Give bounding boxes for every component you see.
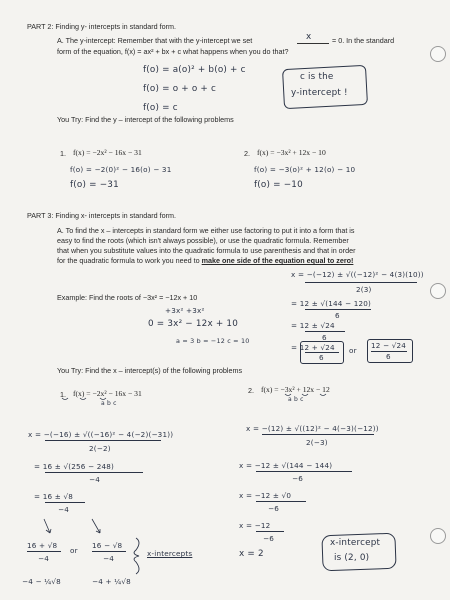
part2-problem1-work2: f(o) = −31 (70, 180, 119, 190)
part3-problem2-abc: a b c (288, 396, 304, 403)
part2-problem2-label: 2. (244, 149, 250, 158)
p1-or: or (70, 546, 78, 555)
p2-step2-den: −6 (268, 504, 279, 513)
part3-para-line1: A. To find the x – intercepts in standard form we either use factoring to put it into a form that is (57, 226, 355, 235)
example-answer1-num: = 12 + √24 (291, 343, 335, 352)
p2-step3-den: −6 (263, 534, 274, 543)
p1-x-intercepts-label: x-intercepts (147, 549, 193, 558)
part3-problem1: f(x) = −2x² − 16x − 31 (73, 389, 142, 398)
part3-you-try: You Try: Find the x – intercept(s) of the following problems (57, 366, 243, 375)
part3-heading: PART 3: Finding x- intercepts in standard form. (27, 211, 177, 220)
example-label: Example: Find the roots of −3x² = −12x + 10 (57, 293, 198, 302)
example-work-line2: 0 = 3x² − 12x + 10 (148, 319, 239, 329)
part2-problem2-work1: f(o) = −3(o)² + 12(o) − 10 (254, 165, 356, 174)
p1-formula-den: 2(−2) (89, 444, 111, 453)
part3-para-line3: that when you substitute values into the quadratic formula to use parenthesis and that in order (57, 246, 356, 255)
p1-step2-num: = 16 ± √8 (34, 492, 73, 501)
example-work-line1: +3x² +3x² (165, 306, 205, 315)
p2-step3-num: x = −12 (239, 521, 271, 530)
p2-step1-den: −6 (292, 474, 303, 483)
example-or: or (349, 346, 357, 355)
example-step2-den: 6 (322, 333, 327, 342)
example-step1-num: = 12 ± √(144 − 120) (291, 299, 372, 308)
part2-a-line1-post: = 0. In the standard (332, 36, 395, 45)
part2-note-line2: y-intercept ! (291, 88, 348, 98)
p2-step2-num: x = −12 ± √0 (239, 491, 292, 500)
example-step2-num: = 12 ± √24 (291, 321, 335, 330)
part2-a-line2: form of the equation, f(x) = ax² + bx + c what happens when you do that? (57, 47, 289, 56)
p1-root2-num: 16 − √8 (92, 541, 123, 550)
part3-problem1-abc: a b c (101, 400, 117, 407)
part3-problem2-label: 2. (248, 386, 254, 395)
part3-para-line4-text: for the quadratic formula to work you need to (57, 256, 200, 265)
example-step1-den: 6 (335, 311, 340, 320)
part3-para-line2: easy to find the roots (which isn't always possible), or use the quadratic formula. Remember (57, 236, 349, 245)
part2-problem2: f(x) = −3x² + 12x − 10 (257, 148, 326, 157)
part2-problem2-work2: f(o) = −10 (254, 180, 303, 190)
part3-para-emphasis: make one side of the equation equal to zero! (201, 256, 354, 265)
example-formula-denominator: 2(3) (356, 285, 372, 294)
example-answer2-den: 6 (386, 352, 391, 361)
p2-step1-num: x = −12 ± √(144 − 144) (239, 461, 333, 470)
p1-simplified-root1: −4 − ¼√8 (22, 577, 61, 586)
part2-note-line1: c is the (300, 72, 334, 82)
p1-formula-num: x = −(−16) ± √((−16)² − 4(−2)(−31)) (28, 430, 174, 439)
example-formula-numerator: x = −(−12) ± √((−12)² − 4(3)(10)) (291, 270, 424, 279)
p2-formula-num: x = −(12) ± √((12)² − 4(−3)(−12)) (246, 424, 379, 433)
part2-problem1-label: 1. (60, 149, 66, 158)
p1-simplified-root2: −4 + ¼√8 (92, 577, 131, 586)
part2-problem1-work1: f(o) = −2(0)² − 16(o) − 31 (70, 165, 172, 174)
part2-you-try: You Try: Find the y – intercept of the following problems (57, 115, 234, 124)
part2-work-line1: f(o) = a(o)² + b(o) + c (143, 65, 246, 75)
part2-work-line3: f(o) = c (143, 103, 178, 113)
part2-a-line1-pre: A. The y-intercept: Remember that with the y-intercept we set (57, 36, 253, 45)
part2-work-line2: f(o) = o + o + c (143, 84, 217, 94)
p1-root2-den: −4 (103, 554, 114, 563)
part2-a-blank-answer: x (306, 32, 312, 42)
p2-answer-line1: x-intercept (330, 538, 381, 548)
p1-step2-den: −4 (58, 505, 69, 514)
part2-problem1: f(x) = −2x² − 16x − 31 (73, 148, 142, 157)
p1-step1-den: −4 (89, 475, 100, 484)
part3-problem1-label: 1. (60, 390, 66, 399)
example-answer1-den: 6 (319, 353, 324, 362)
example-work-line3: a = 3 b = −12 c = 10 (176, 337, 250, 345)
p1-step1-num: = 16 ± √(256 − 248) (34, 462, 115, 471)
p2-answer-line2: is (2, 0) (334, 553, 370, 563)
p1-root1-den: −4 (38, 554, 49, 563)
p2-formula-den: 2(−3) (306, 438, 328, 447)
example-answer2-num: 12 − √24 (371, 341, 407, 350)
p1-root1-num: 16 + √8 (27, 541, 58, 550)
p2-result: x = 2 (239, 549, 264, 559)
part2-heading: PART 2: Finding y- intercepts in standard form. (27, 22, 177, 31)
part3-problem2: f(x) = −3x² + 12x − 12 (261, 385, 330, 394)
